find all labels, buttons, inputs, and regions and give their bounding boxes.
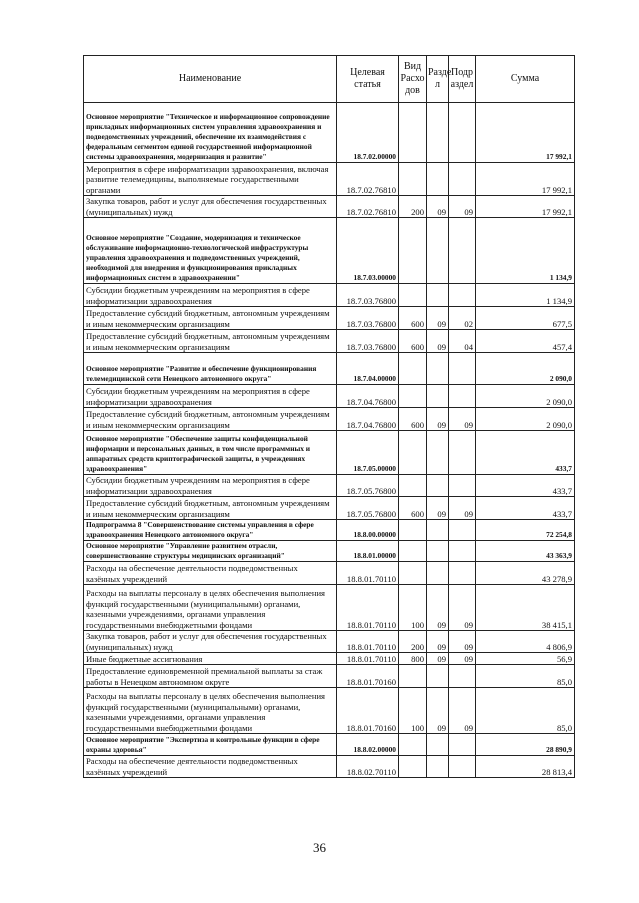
row-name-cell: Предоставление субсидий бюджетным, автономным учреждениям и иным некоммерческим организациям	[84, 408, 337, 431]
row-section-cell: 09	[427, 585, 449, 631]
row-expense-type-cell	[399, 520, 427, 541]
row-sum-cell: 38 415,1	[476, 585, 575, 631]
row-name-cell: Субсидии бюджетным учреждениям на мероприятия в сфере информатизации здравоохранения	[84, 475, 337, 497]
row-expense-type-cell: 600	[399, 497, 427, 520]
row-subsection-cell	[449, 475, 476, 497]
row-subsection-cell: 09	[449, 196, 476, 218]
table-row	[84, 408, 575, 431]
row-name-cell: Расходы на выплаты персоналу в целях обеспечения выполнения функций государственными (муниципальными) органами, казенными учреждениями, органами управления государственными внебюджетными фондами	[84, 688, 337, 734]
budget-table	[83, 55, 575, 778]
row-subsection-cell: 09	[449, 585, 476, 631]
row-expense-type-cell: 600	[399, 307, 427, 330]
table-row	[84, 307, 575, 330]
row-section-cell: 09	[427, 497, 449, 520]
row-sum-cell: 17 992,1	[476, 103, 575, 163]
row-name-cell: Расходы на обеспечение деятельности подведомственных казённых учреждений	[84, 562, 337, 585]
row-section-cell: 09	[427, 631, 449, 653]
row-target-article-cell: 18.8.01.70110	[337, 631, 399, 653]
row-name-cell: Предоставление субсидий бюджетным, автономным учреждениям и иным некоммерческим организациям	[84, 330, 337, 353]
row-sum-cell: 85,0	[476, 665, 575, 688]
row-subsection-cell: 09	[449, 688, 476, 734]
row-subsection-cell	[449, 734, 476, 756]
row-target-article-cell: 18.7.02.76810	[337, 196, 399, 218]
row-name-cell: Предоставление субсидий бюджетным, автономным учреждениям и иным некоммерческим организациям	[84, 497, 337, 520]
row-target-article-cell: 18.7.04.00000	[337, 353, 399, 385]
row-sum-cell: 17 992,1	[476, 163, 575, 196]
row-name-cell: Основное мероприятие "Обеспечение защиты конфиденциальной информации и персональных данных, в том числе программных и аппаратных средств криптографической защиты, в учреждениях здравоохранения"	[84, 431, 337, 475]
row-name-cell: Закупка товаров, работ и услуг для обеспечения государственных (муниципальных) нужд	[84, 196, 337, 218]
row-target-article-cell: 18.7.02.76810	[337, 163, 399, 196]
row-subsection-cell	[449, 431, 476, 475]
row-section-cell	[427, 541, 449, 562]
row-sum-cell: 1 134,9	[476, 218, 575, 284]
row-subsection-cell	[449, 541, 476, 562]
row-target-article-cell: 18.7.02.00000	[337, 103, 399, 163]
row-sum-cell: 72 254,8	[476, 520, 575, 541]
row-section-cell	[427, 103, 449, 163]
table-row	[84, 196, 575, 218]
row-expense-type-cell: 600	[399, 330, 427, 353]
row-sum-cell: 43 363,9	[476, 541, 575, 562]
row-section-cell: 09	[427, 196, 449, 218]
table-row	[84, 218, 575, 284]
row-target-article-cell: 18.7.05.76800	[337, 475, 399, 497]
row-section-cell: 09	[427, 330, 449, 353]
table-row	[84, 103, 575, 163]
row-section-cell: 09	[427, 653, 449, 665]
row-subsection-cell	[449, 218, 476, 284]
row-expense-type-cell	[399, 431, 427, 475]
row-expense-type-cell	[399, 756, 427, 778]
row-name-cell: Основное мероприятие "Экспертиза и контрольные функции в сфере охраны здоровья"	[84, 734, 337, 756]
row-section-cell: 09	[427, 688, 449, 734]
row-subsection-cell	[449, 353, 476, 385]
row-target-article-cell: 18.8.00.00000	[337, 520, 399, 541]
row-section-cell	[427, 385, 449, 408]
row-sum-cell: 2 090,0	[476, 408, 575, 431]
row-expense-type-cell	[399, 475, 427, 497]
row-section-cell	[427, 475, 449, 497]
table-row	[84, 562, 575, 585]
row-name-cell: Иные бюджетные ассигнования	[84, 653, 337, 665]
row-target-article-cell: 18.7.03.00000	[337, 218, 399, 284]
row-sum-cell: 677,5	[476, 307, 575, 330]
row-name-cell: Предоставление субсидий бюджетным, автономным учреждениям и иным некоммерческим организациям	[84, 307, 337, 330]
row-expense-type-cell	[399, 218, 427, 284]
row-expense-type-cell	[399, 353, 427, 385]
row-subsection-cell: 09	[449, 631, 476, 653]
row-subsection-cell: 09	[449, 408, 476, 431]
row-subsection-cell	[449, 284, 476, 307]
row-sum-cell: 28 890,9	[476, 734, 575, 756]
table-row	[84, 330, 575, 353]
row-subsection-cell: 02	[449, 307, 476, 330]
row-expense-type-cell	[399, 385, 427, 408]
row-section-cell	[427, 218, 449, 284]
row-target-article-cell: 18.8.01.70110	[337, 585, 399, 631]
row-section-cell	[427, 562, 449, 585]
table-row	[84, 520, 575, 541]
table-row	[84, 665, 575, 688]
row-expense-type-cell	[399, 163, 427, 196]
header-section: Разде л	[427, 56, 449, 103]
header-subsection: Подр аздел	[449, 56, 476, 103]
row-target-article-cell: 18.7.03.76800	[337, 284, 399, 307]
row-expense-type-cell	[399, 284, 427, 307]
row-expense-type-cell: 600	[399, 408, 427, 431]
row-section-cell	[427, 756, 449, 778]
row-expense-type-cell: 200	[399, 631, 427, 653]
row-sum-cell: 433,7	[476, 497, 575, 520]
row-name-cell: Расходы на выплаты персоналу в целях обеспечения выполнения функций государственными (муниципальными) органами, казенными учреждениями, органами управления государственными внебюджетными фондами	[84, 585, 337, 631]
row-subsection-cell	[449, 756, 476, 778]
row-target-article-cell: 18.7.04.76800	[337, 408, 399, 431]
row-target-article-cell: 18.8.01.70110	[337, 562, 399, 585]
row-sum-cell: 56,9	[476, 653, 575, 665]
table-row	[84, 475, 575, 497]
row-name-cell: Основное мероприятие "Техническое и информационное сопровождение прикладных информационных систем управления здравоохранения и подведомственных учреждений, обеспечение их взаимодействия с федеральным сегментом единой государственной информационной системы здравоохранения, модернизация и развитие"	[84, 103, 337, 163]
table-row	[84, 497, 575, 520]
table-row	[84, 734, 575, 756]
table-row	[84, 163, 575, 196]
row-target-article-cell: 18.8.02.00000	[337, 734, 399, 756]
row-target-article-cell: 18.7.05.76800	[337, 497, 399, 520]
row-subsection-cell	[449, 385, 476, 408]
table-row	[84, 431, 575, 475]
row-name-cell: Субсидии бюджетным учреждениям на мероприятия в сфере информатизации здравоохранения	[84, 284, 337, 307]
row-section-cell	[427, 284, 449, 307]
table-row	[84, 284, 575, 307]
row-sum-cell: 433,7	[476, 475, 575, 497]
row-subsection-cell	[449, 103, 476, 163]
table-row	[84, 756, 575, 778]
row-expense-type-cell	[399, 103, 427, 163]
table-row	[84, 353, 575, 385]
row-sum-cell: 2 090,0	[476, 353, 575, 385]
header-target-article: Целевая статья	[337, 56, 399, 103]
row-sum-cell: 433,7	[476, 431, 575, 475]
row-subsection-cell: 09	[449, 653, 476, 665]
row-name-cell: Закупка товаров, работ и услуг для обеспечения государственных (муниципальных) нужд	[84, 631, 337, 653]
table-row	[84, 631, 575, 653]
row-subsection-cell	[449, 163, 476, 196]
row-expense-type-cell	[399, 734, 427, 756]
row-subsection-cell	[449, 665, 476, 688]
row-target-article-cell: 18.8.01.70160	[337, 665, 399, 688]
row-name-cell: Предоставление единовременной премиальной выплаты за стаж работы в Ненецком автономном округе	[84, 665, 337, 688]
row-section-cell	[427, 431, 449, 475]
row-sum-cell: 2 090,0	[476, 385, 575, 408]
row-expense-type-cell	[399, 665, 427, 688]
row-sum-cell: 43 278,9	[476, 562, 575, 585]
row-section-cell	[427, 353, 449, 385]
row-subsection-cell: 09	[449, 497, 476, 520]
row-section-cell: 09	[427, 408, 449, 431]
header-expense-type: Вид Расхо дов	[399, 56, 427, 103]
row-name-cell: Основное мероприятие "Развитие и обеспечение функционирования телемедицинской сети Ненецкого автономного округа"	[84, 353, 337, 385]
row-expense-type-cell: 100	[399, 585, 427, 631]
page-number: 36	[313, 840, 326, 855]
row-section-cell	[427, 665, 449, 688]
row-sum-cell: 85,0	[476, 688, 575, 734]
row-section-cell: 09	[427, 307, 449, 330]
row-subsection-cell	[449, 520, 476, 541]
row-target-article-cell: 18.7.04.76800	[337, 385, 399, 408]
row-expense-type-cell: 800	[399, 653, 427, 665]
row-target-article-cell: 18.7.03.76800	[337, 330, 399, 353]
row-section-cell	[427, 520, 449, 541]
row-name-cell: Основное мероприятие "Управление развитием отрасли, совершенствование структуры медицинских организаций"	[84, 541, 337, 562]
row-name-cell: Основное мероприятие "Создание, модернизация и техническое обслуживание информационно-технологической инфраструктуры управления здравоохранения и подведомственных учреждений, необходимой для внедрения и функционирования прикладных информационных систем в здравоохранении"	[84, 218, 337, 284]
header-name: Наименование	[84, 56, 337, 103]
table-header-row	[84, 56, 575, 103]
row-expense-type-cell: 100	[399, 688, 427, 734]
row-target-article-cell: 18.7.05.00000	[337, 431, 399, 475]
table-row	[84, 585, 575, 631]
row-sum-cell: 28 813,4	[476, 756, 575, 778]
row-expense-type-cell: 200	[399, 196, 427, 218]
row-name-cell: Расходы на обеспечение деятельности подведомственных казённых учреждений	[84, 756, 337, 778]
table-row	[84, 385, 575, 408]
row-target-article-cell: 18.8.01.00000	[337, 541, 399, 562]
table-row	[84, 688, 575, 734]
row-sum-cell: 457,4	[476, 330, 575, 353]
row-section-cell	[427, 734, 449, 756]
row-sum-cell: 4 806,9	[476, 631, 575, 653]
row-name-cell: Мероприятия в сфере информатизации здравоохранения, включая развитие телемедицины, выполняемые государственными органами	[84, 163, 337, 196]
row-name-cell: Подпрограмма 8 "Совершенствование системы управления в сфере здравоохранения Ненецкого автономного округа"	[84, 520, 337, 541]
row-expense-type-cell	[399, 541, 427, 562]
row-subsection-cell: 04	[449, 330, 476, 353]
table-row	[84, 541, 575, 562]
row-name-cell: Субсидии бюджетным учреждениям на мероприятия в сфере информатизации здравоохранения	[84, 385, 337, 408]
row-subsection-cell	[449, 562, 476, 585]
row-target-article-cell: 18.8.01.70110	[337, 653, 399, 665]
row-target-article-cell: 18.8.02.70110	[337, 756, 399, 778]
row-target-article-cell: 18.8.01.70160	[337, 688, 399, 734]
row-sum-cell: 17 992,1	[476, 196, 575, 218]
row-target-article-cell: 18.7.03.76800	[337, 307, 399, 330]
table-row	[84, 653, 575, 665]
row-expense-type-cell	[399, 562, 427, 585]
row-section-cell	[427, 163, 449, 196]
table-body	[84, 103, 575, 778]
row-sum-cell: 1 134,9	[476, 284, 575, 307]
header-sum: Сумма	[476, 56, 575, 103]
